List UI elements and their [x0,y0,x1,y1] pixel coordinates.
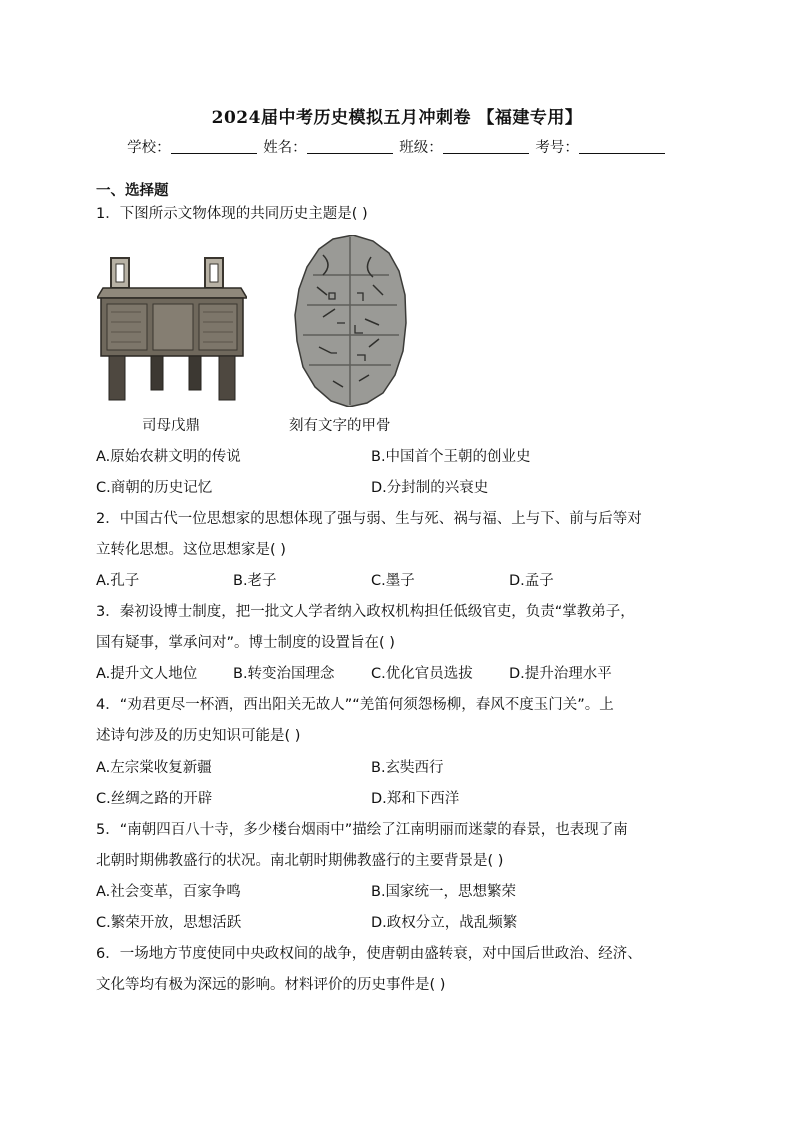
info-number-label: 考号： [535,140,579,156]
info-name-label: 姓名： [263,140,307,156]
q3-option-d[interactable]: D.提升治理水平 [509,666,612,682]
student-info-row [0,136,794,157]
number-blank[interactable] [579,139,665,154]
q3-option-c[interactable]: C.优化官员选拔 [371,666,473,682]
q1-option-d[interactable]: D.分封制的兴衰史 [371,480,489,496]
section-heading: 一、选择题 [96,183,169,199]
q1-stem: 1．下图所示文物体现的共同历史主题是( ) [96,206,368,222]
q1-option-b[interactable]: B.中国首个王朝的创业史 [371,449,531,465]
q2-stem-line-1: 2．中国古代一位思想家的思想体现了强与弱、生与死、祸与福、上与下、前与后等对 [96,511,642,527]
q6-stem-line-1: 6．一场地方节度使同中央政权间的战争，使唐朝由盛转衰，对中国后世政治、经济、 [96,946,642,962]
caption-ding: 司母戊鼎 [142,418,200,434]
q4-option-c[interactable]: C.丝绸之路的开辟 [96,791,213,807]
q4-option-a[interactable]: A.左宗棠收复新疆 [96,760,212,776]
q2-stem-line-2: 立转化思想。这位思想家是( ) [96,542,286,558]
info-class-label: 班级： [399,140,443,156]
q1-option-c[interactable]: C.商朝的历史记忆 [96,480,213,496]
q5-option-b[interactable]: B.国家统一，思想繁荣 [371,884,517,900]
q2-option-d[interactable]: D.孟子 [509,573,554,589]
q2-option-b[interactable]: B.老子 [233,573,277,589]
info-school-label: 学校： [127,140,171,156]
q5-stem-line-2: 北朝时期佛教盛行的状况。南北朝时期佛教盛行的主要背景是( ) [96,853,504,869]
class-blank[interactable] [443,139,529,154]
q3-option-a[interactable]: A.提升文人地位 [96,666,198,682]
q4-option-d[interactable]: D.郑和下西洋 [371,791,460,807]
q5-option-d[interactable]: D.政权分立，战乱频繁 [371,915,518,931]
q2-option-a[interactable]: A.孔子 [96,573,140,589]
school-blank[interactable] [171,139,257,154]
q3-stem-line-2: 国有疑事，掌承问对”。博士制度的设置旨在( ) [96,635,395,651]
caption-oracle-bone: 刻有文字的甲骨 [289,418,391,434]
q4-stem-line-2: 述诗句涉及的历史知识可能是( ) [96,728,301,744]
q6-stem-line-2: 文化等均有极为深远的影响。材料评价的历史事件是( ) [96,977,446,993]
oracle-bone-image [293,235,408,411]
q4-stem-line-1: 4．“劝君更尽一杯酒，西出阳关无故人”“羌笛何须怨杨柳，春风不度玉门关”。上 [96,697,614,713]
simuwu-ding-image [97,256,247,410]
q5-stem-line-1: 5．“南朝四百八十寺，多少楼台烟雨中”描绘了江南明丽而迷蒙的春景，也表现了南 [96,822,628,838]
exam-title: 2024届中考历史模拟五月冲刺卷 【福建专用】 [211,108,583,128]
q5-option-a[interactable]: A.社会变革，百家争鸣 [96,884,241,900]
q4-option-b[interactable]: B.玄奘西行 [371,760,444,776]
q1-option-a[interactable]: A.原始农耕文明的传说 [96,449,241,465]
q3-stem-line-1: 3．秦初设博士制度，把一批文人学者纳入政权机构担任低级官吏，负责“掌教弟子， [96,604,635,620]
name-blank[interactable] [307,139,393,154]
q2-option-c[interactable]: C.墨子 [371,573,415,589]
q3-option-b[interactable]: B.转变治国理念 [233,666,335,682]
q5-option-c[interactable]: C.繁荣开放，思想活跃 [96,915,242,931]
